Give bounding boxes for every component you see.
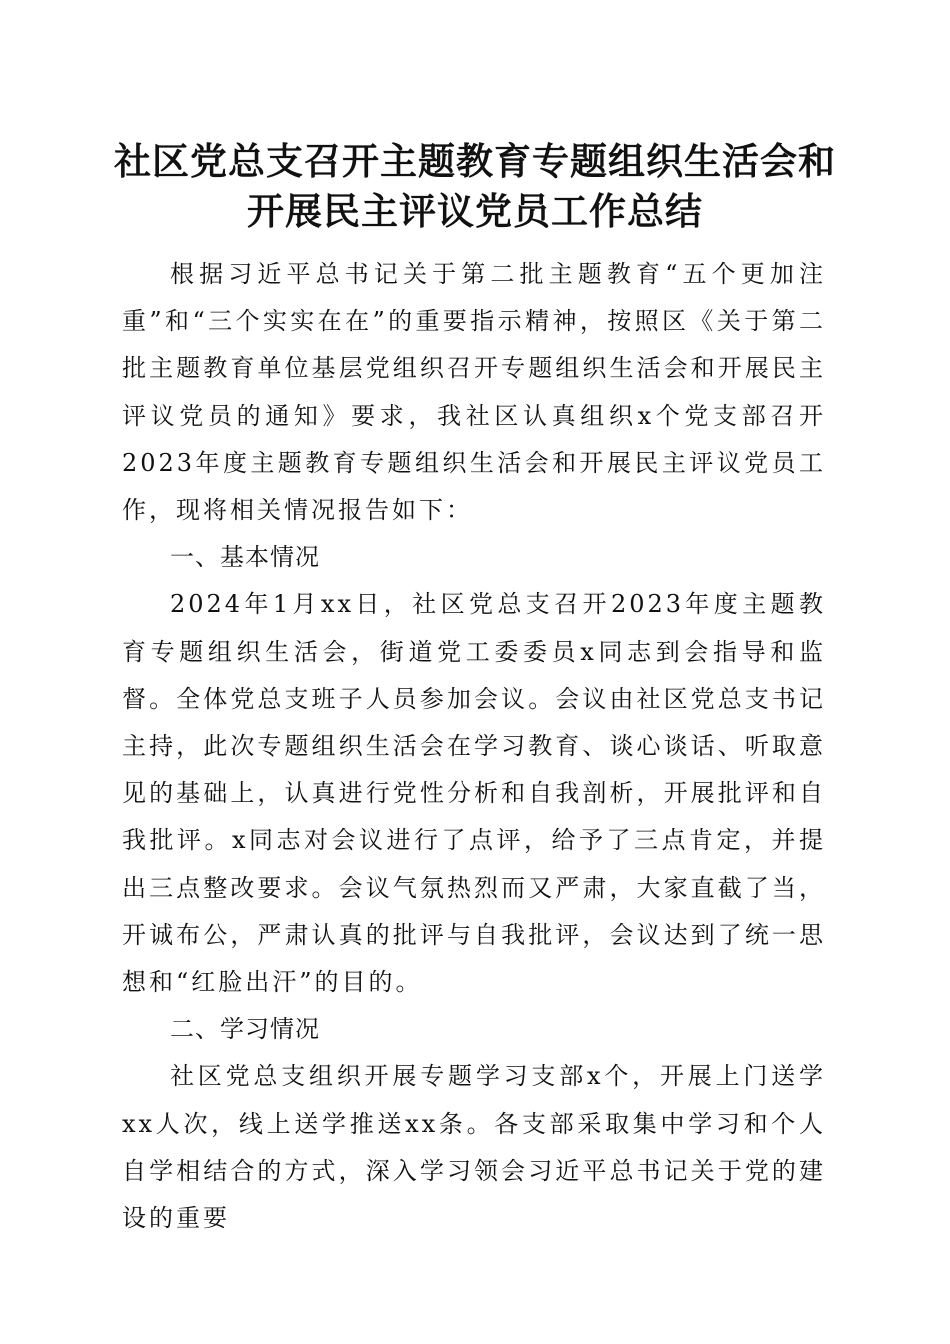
intro-paragraph: 根据习近平总书记关于第二批主题教育“五个更加注重”和“三个实实在在”的重要指示精神，按照区《关于第二批主题教育单位基层党组织召开专题组织生活会和开展民主评议党员的通知》要求，我社区认真组织x个党支部召开2023年度主题教育专题组织生活会和开展民主评议党员工作，现将相关情况报告如下：: [122, 260, 826, 525]
document-body: [122, 251, 826, 1242]
section-heading-study: 二、学习情况: [170, 1015, 320, 1044]
basic-situation-paragraph: 2024年1月xx日，社区党总支召开2023年度主题教育专题组织生活会，街道党工委委员x同志到会指导和监督。全体党总支班子人员参加会议。会议由社区党总支书记主持，此次专题组织生活会在学习教育、谈心谈话、听取意见的基础上，认真进行党性分析和自我剖析，开展批评和自我批评。x同志对会议进行了点评，给予了三点肯定，并提出三点整改要求。会议气氛热烈而又严肃，大家直截了当，开诚布公，严肃认真的批评与自我批评，会议达到了统一思想和“红脸出汗”的目的。: [122, 590, 826, 997]
study-situation-paragraph: 社区党总支组织开展专题学习支部x个，开展上门送学xx人次，线上送学推送xx条。各支部采取集中学习和个人自学相结合的方式，深入学习领会习近平总书记关于党的建设的重要: [122, 1062, 826, 1233]
section-heading-basic: 一、基本情况: [170, 543, 320, 572]
document-title: 社区党总支召开主题教育专题组织生活会和开展民主评议党员工作总结: [114, 139, 836, 233]
